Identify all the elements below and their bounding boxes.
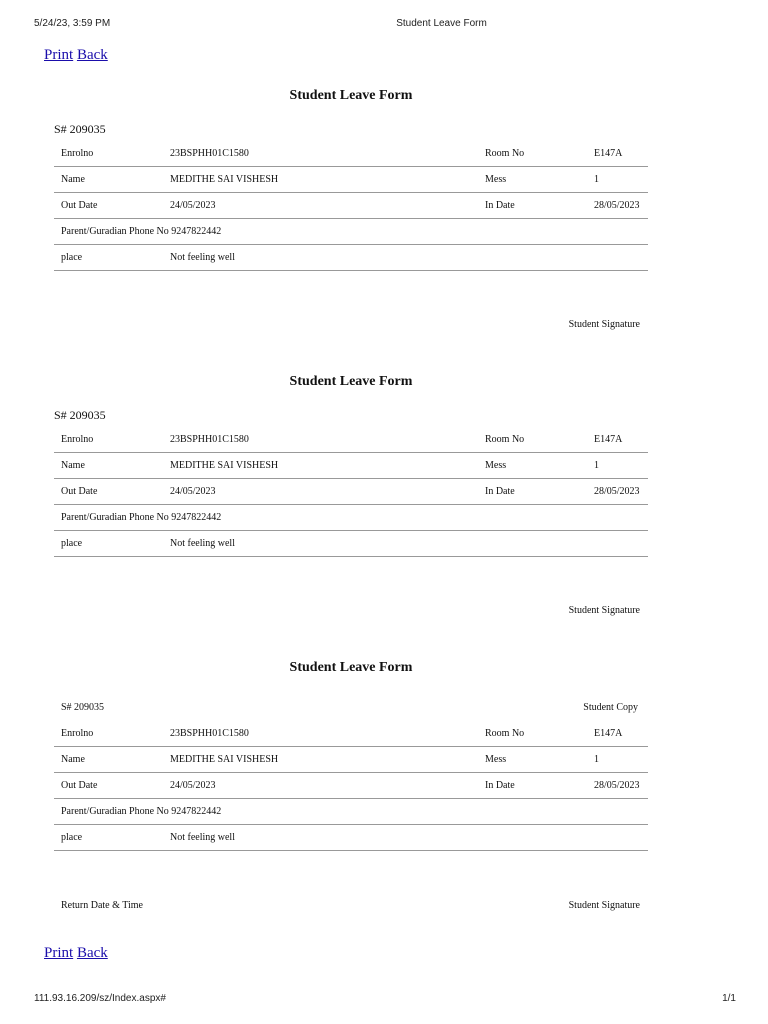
table-row [54, 773, 648, 799]
enrolno-label: Enrolno [54, 141, 163, 167]
room-no-label: Room No [478, 721, 587, 747]
table-row [54, 747, 648, 773]
table-row [54, 193, 648, 219]
out-date-value: 24/05/2023 [163, 193, 478, 219]
in-date-value: 28/05/2023 [587, 193, 648, 219]
name-label: Name [54, 747, 163, 773]
table-row [54, 453, 648, 479]
out-date-value: 24/05/2023 [163, 773, 478, 799]
parent-phone-label: Parent/Guradian Phone No [61, 512, 169, 523]
table-row [54, 479, 648, 505]
name-value: MEDITHE SAI VISHESH [163, 747, 478, 773]
table-row [54, 427, 648, 453]
print-header [0, 18, 768, 32]
parent-phone-label: Parent/Guradian Phone No [61, 226, 169, 237]
table-row [54, 505, 648, 531]
name-value: MEDITHE SAI VISHESH [163, 453, 478, 479]
place-value: Not feeling well [163, 825, 648, 851]
enrolno-value: 23BSPHH01C1580 [163, 141, 478, 167]
serial-number: S# 209035 [54, 122, 106, 136]
room-no-value: E147A [587, 427, 648, 453]
print-title: Student Leave Form [396, 18, 487, 29]
print-footer [0, 993, 768, 1007]
out-date-label: Out Date [54, 773, 163, 799]
out-date-label: Out Date [54, 193, 163, 219]
place-label: place [54, 825, 163, 851]
parent-phone-cell [54, 505, 648, 531]
back-link[interactable]: Back [76, 47, 108, 63]
form-title: Student Leave Form [289, 88, 413, 103]
print-link[interactable]: Print [44, 47, 74, 63]
enrolno-value: 23BSPHH01C1580 [163, 427, 478, 453]
place-label: place [54, 531, 163, 557]
table-row [54, 721, 648, 747]
bottom-nav-links [44, 945, 108, 962]
enrolno-value: 23BSPHH01C1580 [163, 721, 478, 747]
serial-number: S# 209035 [54, 408, 106, 422]
in-date-label: In Date [478, 479, 587, 505]
in-date-label: In Date [478, 193, 587, 219]
in-date-value: 28/05/2023 [587, 479, 648, 505]
out-date-label: Out Date [54, 479, 163, 505]
parent-phone-cell [54, 799, 648, 825]
student-signature-label: Student Signature [568, 605, 640, 616]
room-no-value: E147A [587, 141, 648, 167]
student-signature-label: Student Signature [568, 900, 640, 911]
parent-phone-value: 9247822442 [171, 806, 222, 817]
room-no-label: Room No [478, 141, 587, 167]
mess-label: Mess [478, 453, 587, 479]
print-datetime: 5/24/23, 3:59 PM [34, 18, 111, 29]
leave-details-table [54, 427, 648, 557]
mess-label: Mess [478, 167, 587, 193]
page-url: 111.93.16.209/sz/Index.aspx# [34, 993, 166, 1004]
place-value: Not feeling well [163, 531, 648, 557]
mess-value: 1 [587, 747, 648, 773]
serial-number: S# 209035 [61, 702, 105, 713]
enrolno-label: Enrolno [54, 721, 163, 747]
in-date-value: 28/05/2023 [587, 773, 648, 799]
back-link[interactable]: Back [76, 945, 108, 961]
form-title: Student Leave Form [289, 660, 413, 675]
name-value: MEDITHE SAI VISHESH [163, 167, 478, 193]
top-nav-links [44, 47, 108, 64]
table-row [54, 825, 648, 851]
parent-phone-value: 9247822442 [171, 512, 222, 523]
room-no-value: E147A [587, 721, 648, 747]
student-signature-label: Student Signature [568, 319, 640, 330]
place-value: Not feeling well [163, 245, 648, 271]
table-row [54, 531, 648, 557]
leave-details-table [54, 141, 648, 271]
mess-label: Mess [478, 747, 587, 773]
return-date-time-label: Return Date & Time [61, 900, 143, 911]
parent-phone-cell [54, 219, 648, 245]
student-copy-label: Student Copy [583, 702, 638, 713]
mess-value: 1 [587, 167, 648, 193]
table-row [54, 167, 648, 193]
table-row [54, 799, 648, 825]
table-row [54, 141, 648, 167]
name-label: Name [54, 453, 163, 479]
out-date-value: 24/05/2023 [163, 479, 478, 505]
room-no-label: Room No [478, 427, 587, 453]
page-number: 1/1 [722, 993, 736, 1004]
leave-details-table [54, 721, 648, 851]
table-row [54, 245, 648, 271]
enrolno-label: Enrolno [54, 427, 163, 453]
mess-value: 1 [587, 453, 648, 479]
in-date-label: In Date [478, 773, 587, 799]
parent-phone-value: 9247822442 [171, 226, 222, 237]
place-label: place [54, 245, 163, 271]
print-link[interactable]: Print [44, 945, 74, 961]
parent-phone-label: Parent/Guradian Phone No [61, 806, 169, 817]
table-row [54, 219, 648, 245]
name-label: Name [54, 167, 163, 193]
form-title: Student Leave Form [289, 374, 413, 389]
